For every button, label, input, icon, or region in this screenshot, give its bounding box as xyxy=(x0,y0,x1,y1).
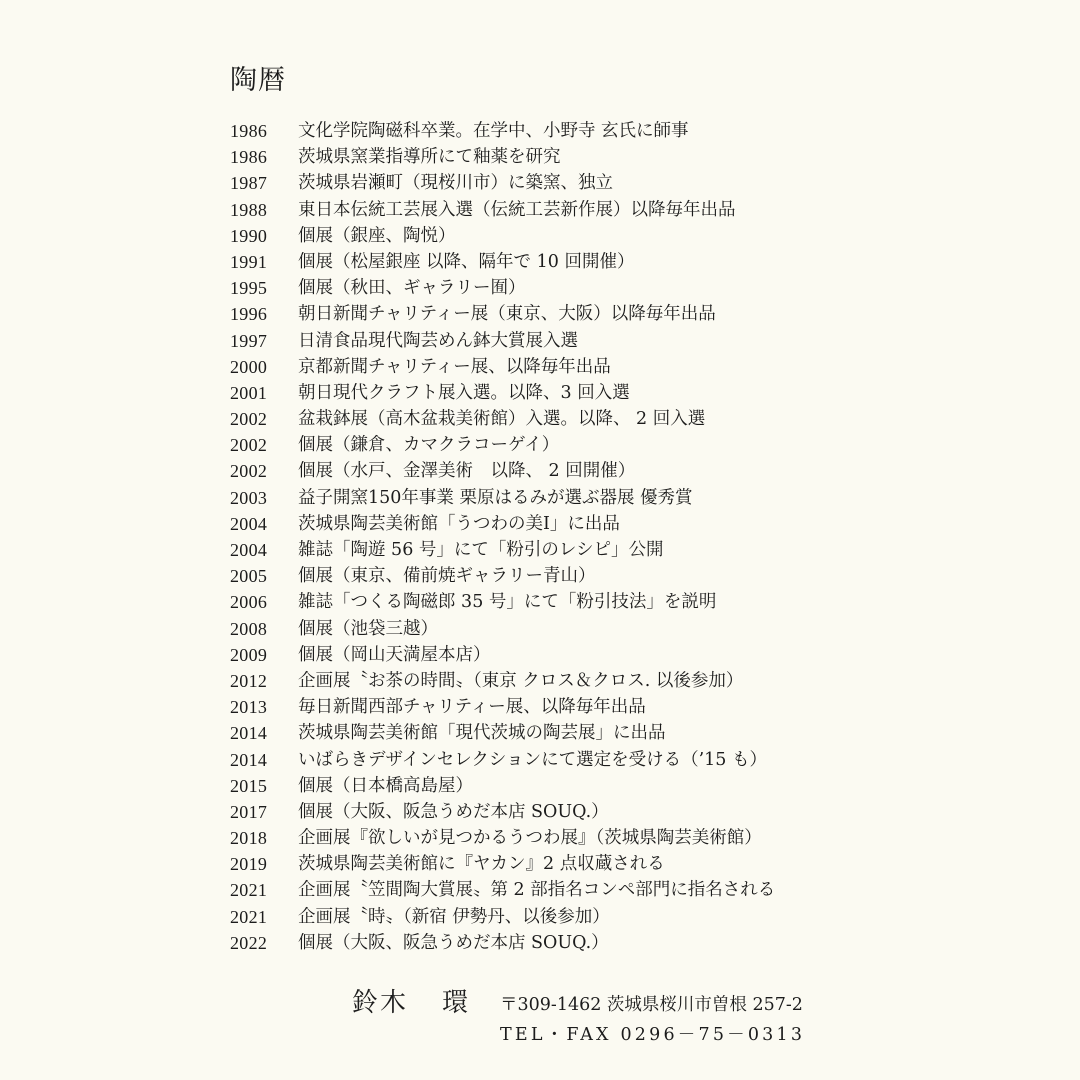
history-entry xyxy=(230,563,775,589)
history-entry xyxy=(230,144,775,170)
history-entry xyxy=(230,720,775,746)
history-event: 個展（松屋銀座 以降、隔年で 10 回開催） xyxy=(298,251,635,272)
history-entry xyxy=(230,930,775,956)
history-year: 2008 xyxy=(230,618,268,639)
history-event: 益子開窯150年事業 栗原はるみが選ぶ器展 優秀賞 xyxy=(298,487,693,508)
history-entry xyxy=(230,328,775,354)
history-year: 2002 xyxy=(230,461,268,482)
history-event: 個展（岡山天満屋本店） xyxy=(298,644,491,665)
history-entry xyxy=(230,118,775,144)
history-entry xyxy=(230,354,775,380)
history-year: 2013 xyxy=(230,697,268,718)
history-year: 2021 xyxy=(230,906,268,927)
history-year: 2022 xyxy=(230,932,268,953)
history-year: 2017 xyxy=(230,801,268,822)
history-event: 企画展〝時〟（新宿 伊勢丹、以後参加） xyxy=(298,906,610,927)
history-event: 個展（東京、備前焼ギャラリー青山） xyxy=(298,566,596,587)
history-entry xyxy=(230,406,775,432)
author-family-name: 鈴木 xyxy=(352,988,409,1018)
history-event: 個展（大阪、阪急うめだ本店 SOUQ.） xyxy=(298,801,609,822)
history-year: 2021 xyxy=(230,880,268,901)
history-year: 2002 xyxy=(230,409,268,430)
history-year: 2003 xyxy=(230,487,268,508)
history-year: 2014 xyxy=(230,723,268,744)
history-year: 2014 xyxy=(230,749,268,770)
history-year: 2006 xyxy=(230,592,268,613)
history-entry xyxy=(230,301,775,327)
history-event: 朝日現代クラフト展入選。以降、3 回入選 xyxy=(298,382,630,403)
history-year: 2009 xyxy=(230,644,268,665)
history-event: いばらきデザインセレクションにて選定を受ける（’15 も） xyxy=(298,749,767,770)
history-event: 毎日新聞西部チャリティー展、以降毎年出品 xyxy=(298,697,646,718)
history-year: 1991 xyxy=(230,251,268,272)
contact-block xyxy=(500,990,805,1050)
history-year: 2004 xyxy=(230,540,268,560)
history-year: 1997 xyxy=(230,330,268,351)
history-event: 個展（大阪、阪急うめだ本店 SOUQ.） xyxy=(298,932,609,953)
history-year: 2001 xyxy=(230,382,268,403)
history-entry xyxy=(230,197,775,223)
history-entry xyxy=(230,773,775,799)
history-entry xyxy=(230,904,775,930)
history-event: 文化学院陶磁科卒業。在学中、小野寺 玄氏に師事 xyxy=(298,121,689,141)
history-event: 個展（秋田、ギャラリー囿） xyxy=(298,278,526,299)
contact-address: 〒309-1462 茨城県桜川市曽根 257-2 xyxy=(500,995,803,1015)
history-entry xyxy=(230,511,775,537)
history-year: 1996 xyxy=(230,304,268,325)
history-event: 茨城県窯業指導所にて釉薬を研究 xyxy=(298,147,561,168)
history-entry xyxy=(230,170,775,196)
history-year: 1988 xyxy=(230,199,268,220)
history-event: 個展（鎌倉、カマクラコーゲイ） xyxy=(298,435,560,456)
history-event: 個展（日本橋高島屋） xyxy=(298,775,473,796)
history-event: 朝日新聞チャリティー展（東京、大阪）以降毎年出品 xyxy=(298,304,716,325)
history-entry xyxy=(230,537,775,563)
history-event: 雑誌「陶遊 56 号」にて「粉引のレシピ」公開 xyxy=(298,540,664,560)
history-event: 企画展『欲しいが見つかるうつわ展』（茨城県陶芸美術館） xyxy=(298,828,762,849)
history-year: 2015 xyxy=(230,775,268,796)
history-entry xyxy=(230,851,775,877)
history-entry xyxy=(230,249,775,275)
history-year: 2000 xyxy=(230,356,268,377)
history-year: 1987 xyxy=(230,173,268,194)
author-name xyxy=(352,982,470,1019)
history-entry xyxy=(230,589,775,615)
history-year: 2004 xyxy=(230,513,268,534)
contact-phone: TEL・FAX 0296－75－0313 xyxy=(500,1025,806,1045)
history-year: 2005 xyxy=(230,566,268,587)
history-event: 企画展〝笠間陶大賞展〟第 2 部指名コンペ部門に指名される xyxy=(298,880,776,901)
history-year: 2002 xyxy=(230,435,268,456)
history-entry xyxy=(230,877,775,903)
history-event: 日清食品現代陶芸めん鉢大賞展入選 xyxy=(298,330,578,351)
history-year: 1990 xyxy=(230,225,268,246)
history-entry xyxy=(230,642,775,668)
history-entry xyxy=(230,668,775,694)
history-event: 茨城県岩瀬町（現桜川市）に築窯、独立 xyxy=(298,173,613,194)
history-event: 東日本伝統工芸展入選（伝統工芸新作展）以降毎年出品 xyxy=(298,199,736,220)
author-given-name: 環 xyxy=(442,988,471,1018)
history-entry xyxy=(230,458,775,484)
history-year: 1986 xyxy=(230,147,268,168)
history-event: 個展（銀座、陶悦） xyxy=(298,225,456,246)
page-title: 陶暦 xyxy=(230,65,286,96)
history-event: 茨城県陶芸美術館「うつわの美Ⅰ」に出品 xyxy=(298,513,620,534)
history-event: 個展（水戸、金澤美術 以降、 2 回開催） xyxy=(298,461,636,482)
history-entry xyxy=(230,825,775,851)
history-entry xyxy=(230,694,775,720)
history-event: 個展（池袋三越） xyxy=(298,618,438,639)
history-entry xyxy=(230,485,775,511)
history-event: 京都新聞チャリティー展、以降毎年出品 xyxy=(298,356,611,377)
history-year: 2012 xyxy=(230,670,268,691)
history-year: 1995 xyxy=(230,278,268,299)
history-event: 茨城県陶芸美術館に『ヤカン』2 点収蔵される xyxy=(298,854,665,875)
history-entry xyxy=(230,799,775,825)
history-event: 茨城県陶芸美術館「現代茨城の陶芸展」に出品 xyxy=(298,723,666,744)
history-entry xyxy=(230,380,775,406)
history-year: 2019 xyxy=(230,854,268,875)
history-list xyxy=(230,118,775,956)
history-entry xyxy=(230,223,775,249)
history-year: 2018 xyxy=(230,828,268,849)
history-entry xyxy=(230,747,775,773)
history-entry xyxy=(230,616,775,642)
history-event: 雑誌「つくる陶磁郎 35 号」にて「粉引技法」を説明 xyxy=(298,592,717,613)
history-year: 1986 xyxy=(230,121,268,141)
history-event: 盆栽鉢展（高木盆栽美術館）入選。以降、 2 回入選 xyxy=(298,409,706,430)
history-event: 企画展〝お茶の時間〟（東京 クロス＆クロス. 以後参加） xyxy=(298,670,744,691)
history-entry xyxy=(230,275,775,301)
history-entry xyxy=(230,432,775,458)
